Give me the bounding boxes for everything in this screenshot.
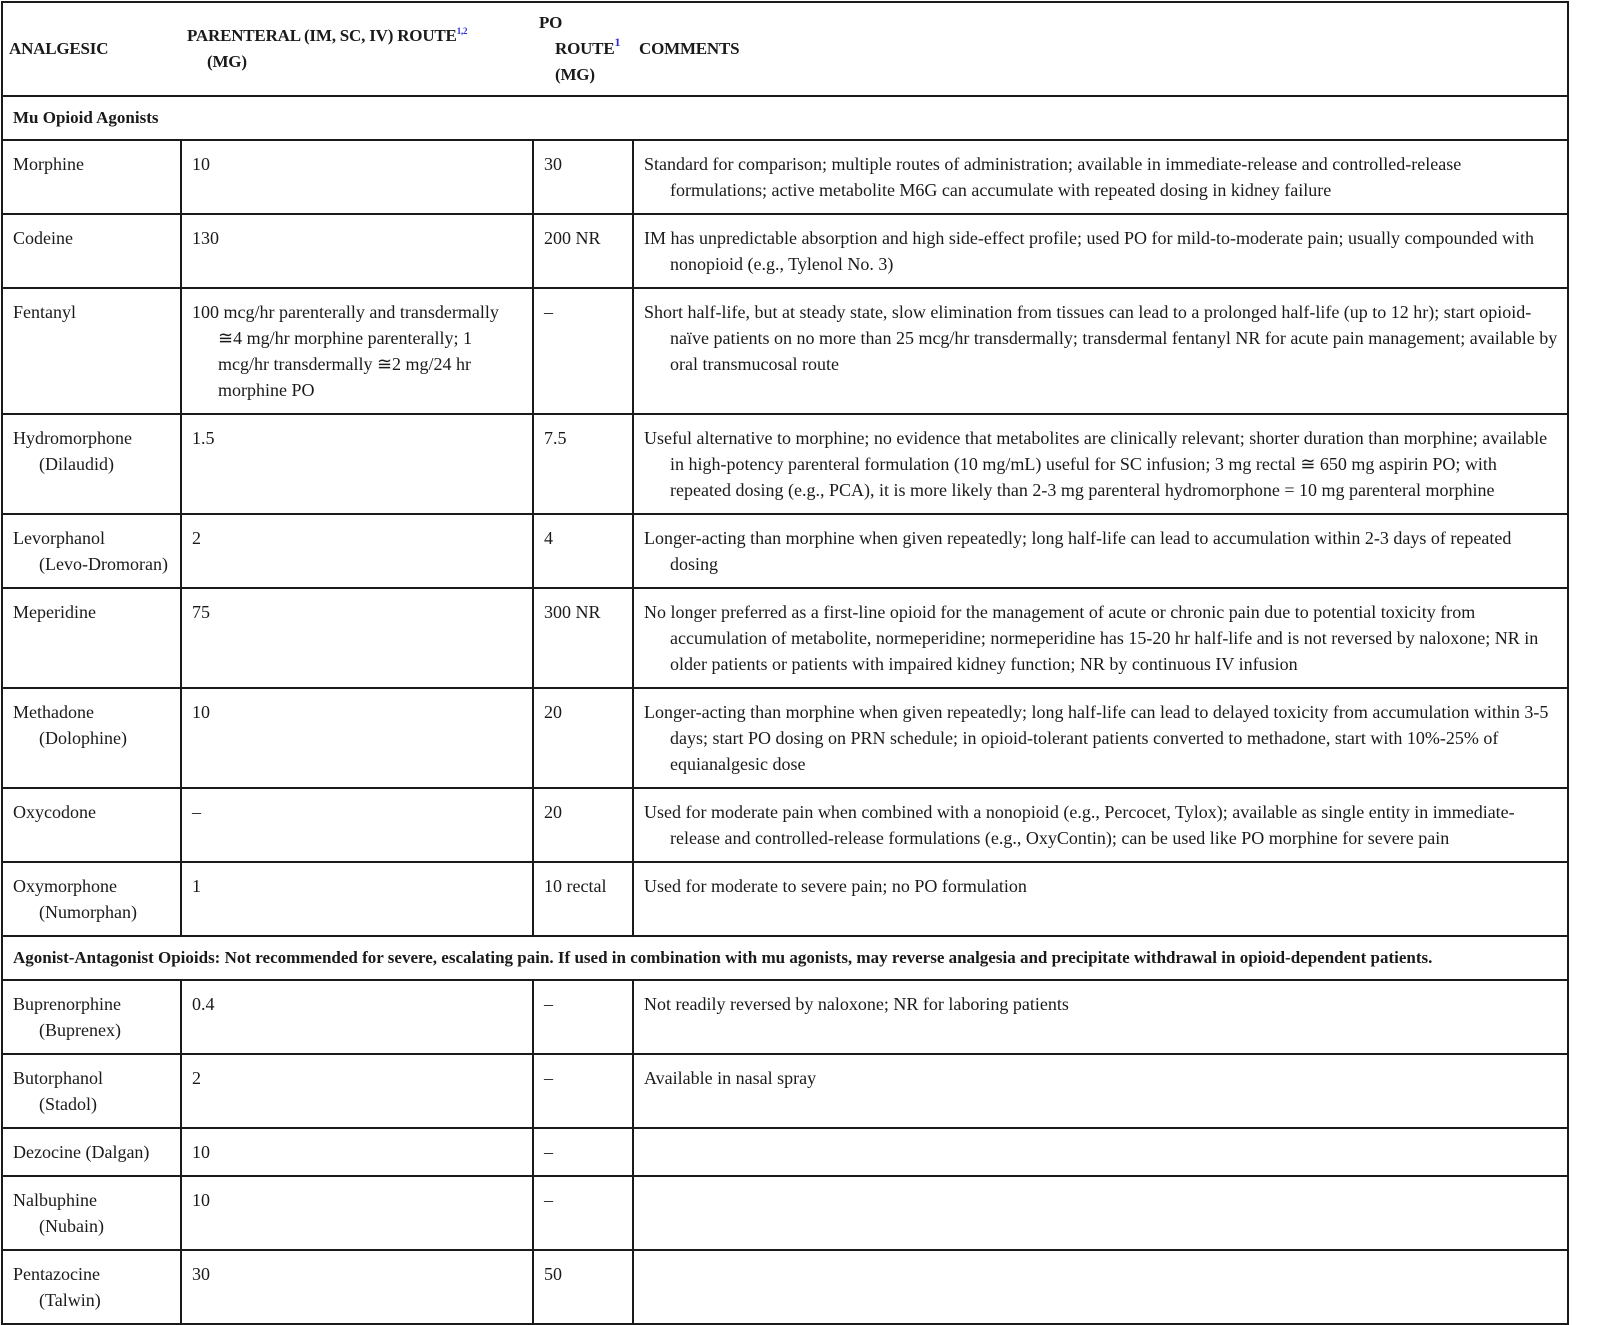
header-analgesic (2, 2, 181, 96)
po-dose-cell (533, 1128, 633, 1176)
analgesic-brand: (Numorphan) (39, 902, 137, 922)
parenteral-dose: 10 (192, 1142, 210, 1162)
analgesic-cell (2, 588, 181, 688)
po-dose: 20 (544, 802, 562, 822)
analgesic-name: Hydromorphone (13, 428, 132, 448)
comments-text: Short half-life, but at steady state, slow elimination from tissues can lead to a prolonged half-life (up to 12 hr); start opioid-naïve patients on no more than 25 mcg/hr transdermally; transdermal fentanyl NR for acute pain management; available by oral transmucosal route (644, 302, 1558, 374)
comments-cell (633, 140, 1568, 214)
analgesic-name: Oxycodone (13, 802, 96, 822)
analgesic-name: Butorphanol (13, 1068, 103, 1088)
parenteral-dose-cell (181, 588, 533, 688)
header-comments (633, 2, 1568, 96)
po-dose-cell (533, 588, 633, 688)
table-row (2, 1176, 1568, 1250)
table-row (2, 588, 1568, 688)
po-dose-cell (533, 514, 633, 588)
comments-text: Longer-acting than morphine when given repeatedly; long half-life can lead to delayed toxicity from accumulation within 3-5 days; start PO dosing on PRN schedule; in opioid-tolerant patients converted to methadone, start with 10%-25% of equianalgesic dose (644, 702, 1549, 774)
parenteral-dose: 0.4 (192, 994, 215, 1014)
parenteral-dose: 75 (192, 602, 210, 622)
po-dose: 20 (544, 702, 562, 722)
analgesic-cell (2, 1176, 181, 1250)
comments-text: Available in nasal spray (644, 1068, 817, 1088)
analgesic-cell (2, 140, 181, 214)
po-dose-cell (533, 1176, 633, 1250)
parenteral-dose-cell (181, 140, 533, 214)
analgesic-brand: (Stadol) (39, 1094, 97, 1114)
parenteral-dose-cell (181, 788, 533, 862)
po-dose: – (544, 302, 553, 322)
analgesic-name: Levorphanol (13, 528, 105, 548)
table-row (2, 862, 1568, 936)
analgesic-brand: (Buprenex) (39, 1020, 121, 1040)
header-parenteral-unit: (MG) (207, 52, 247, 71)
comments-cell (633, 1128, 1568, 1176)
analgesic-cell (2, 1054, 181, 1128)
comments-text: Used for moderate to severe pain; no PO formulation (644, 876, 1027, 896)
table-body (2, 96, 1568, 1324)
header-parenteral-route (181, 2, 533, 96)
table-row (2, 414, 1568, 514)
table-row (2, 514, 1568, 588)
table-row (2, 1054, 1568, 1128)
parenteral-dose: 2 (192, 1068, 201, 1088)
section-title-cell (2, 936, 1568, 980)
table-row (2, 140, 1568, 214)
comments-cell (633, 514, 1568, 588)
footnote-ref-1-2[interactable]: 1,2 (456, 26, 468, 36)
header-po-route-label: ROUTE (555, 39, 615, 58)
section-header-row (2, 936, 1568, 980)
parenteral-dose-cell (181, 1250, 533, 1324)
po-dose-cell (533, 788, 633, 862)
po-dose: – (544, 994, 553, 1014)
po-dose: 7.5 (544, 428, 567, 448)
analgesic-cell (2, 980, 181, 1054)
parenteral-dose-cell (181, 214, 533, 288)
comments-text: Longer-acting than morphine when given repeatedly; long half-life can lead to accumulation within 2-3 days of repeated dosing (644, 528, 1512, 574)
comments-text: No longer preferred as a first-line opioid for the management of acute or chronic pain due to potential toxicity from accumulation of metabolite, normeperidine; normeperidine has 15-20 hr half-life and is not reversed by naloxone; NR in older patients or patients with impaired kidney function; NR by continuous IV infusion (644, 602, 1539, 674)
comments-text: IM has unpredictable absorption and high side-effect profile; used PO for mild-to-moderate pain; usually compounded with nonopioid (e.g., Tylenol No. 3) (644, 228, 1534, 274)
parenteral-dose: 1 (192, 876, 201, 896)
parenteral-dose-cell (181, 688, 533, 788)
po-dose-cell (533, 140, 633, 214)
po-dose: 4 (544, 528, 553, 548)
footnote-ref-1[interactable]: 1 (614, 35, 621, 49)
comments-text: Standard for comparison; multiple routes of administration; available in immediate-release and controlled-release formulations; active metabolite M6G can accumulate with repeated dosing in kidney failure (644, 154, 1462, 200)
po-dose-cell (533, 862, 633, 936)
po-dose-cell (533, 1250, 633, 1324)
table-row (2, 214, 1568, 288)
po-dose: 50 (544, 1264, 562, 1284)
analgesic-cell (2, 862, 181, 936)
analgesic-name: Buprenorphine (13, 994, 121, 1014)
section-header-row (2, 96, 1568, 140)
analgesic-cell (2, 414, 181, 514)
comments-text: Useful alternative to morphine; no evidence that metabolites are clinically relevant; shorter duration than morphine; available in high-potency parenteral formulation (10 mg/mL) useful for SC infusion; 3 mg rectal ≅ 650 mg aspirin PO; with repeated dosing (e.g., PCA), it is more likely than 2-3 mg parenteral hydromorphone = 10 mg parenteral morphine (644, 428, 1548, 500)
comments-cell (633, 1176, 1568, 1250)
parenteral-dose: 10 (192, 702, 210, 722)
po-dose-cell (533, 688, 633, 788)
po-dose-cell (533, 1054, 633, 1128)
analgesic-name: Codeine (13, 228, 73, 248)
parenteral-dose-cell (181, 980, 533, 1054)
table-row (2, 1128, 1568, 1176)
table-row (2, 980, 1568, 1054)
analgesic-name: Pentazocine (13, 1264, 100, 1284)
po-dose: – (544, 1142, 553, 1162)
parenteral-dose-cell (181, 288, 533, 414)
section-title: Mu Opioid Agonists (13, 108, 159, 127)
analgesic-cell (2, 288, 181, 414)
analgesic-cell (2, 1128, 181, 1176)
analgesic-brand: (Levo-Dromoran) (39, 554, 168, 574)
comments-cell (633, 862, 1568, 936)
analgesic-cell (2, 788, 181, 862)
po-dose-cell (533, 414, 633, 514)
parenteral-dose-cell (181, 1054, 533, 1128)
analgesic-name: Fentanyl (13, 302, 76, 322)
comments-cell (633, 1250, 1568, 1324)
analgesic-name: Nalbuphine (13, 1190, 97, 1210)
comments-cell (633, 1054, 1568, 1128)
header-comments-label: COMMENTS (639, 39, 740, 58)
section-title: Agonist-Antagonist Opioids: Not recommended for severe, escalating pain. If used in combination with mu agonists, may reverse analgesia and precipitate withdrawal in opioid-dependent patients. (13, 948, 1433, 967)
analgesic-cell (2, 214, 181, 288)
po-dose: 30 (544, 154, 562, 174)
analgesic-name: Oxymorphone (13, 876, 117, 896)
table-header-row (2, 2, 1568, 96)
analgesic-brand: (Dilaudid) (39, 454, 114, 474)
header-po-route (533, 2, 633, 96)
po-dose: 10 rectal (544, 876, 607, 896)
po-dose-cell (533, 214, 633, 288)
analgesic-brand: (Nubain) (39, 1216, 104, 1236)
analgesic-cell (2, 514, 181, 588)
table-row (2, 788, 1568, 862)
table-row (2, 288, 1568, 414)
comments-text: Used for moderate pain when combined with a nonopioid (e.g., Percocet, Tylox); available as single entity in immediate-release and controlled-release formulations (e.g., OxyContin); can be used like PO morphine for severe pain (644, 802, 1515, 848)
parenteral-dose-cell (181, 514, 533, 588)
header-analgesic-label: ANALGESIC (9, 39, 109, 58)
parenteral-dose: 30 (192, 1264, 210, 1284)
parenteral-dose: 130 (192, 228, 219, 248)
analgesic-brand: (Talwin) (39, 1290, 101, 1310)
parenteral-dose: 100 mcg/hr parenterally and transdermally ≅4 mg/hr morphine parenterally; 1 mcg/hr transdermally ≅2 mg/24 hr morphine PO (192, 302, 499, 400)
comments-cell (633, 288, 1568, 414)
table-row (2, 688, 1568, 788)
analgesic-name: Dezocine (Dalgan) (13, 1142, 150, 1162)
parenteral-dose-cell (181, 862, 533, 936)
po-dose-cell (533, 980, 633, 1054)
equianalgesic-table (1, 1, 1569, 1325)
comments-text: Not readily reversed by naloxone; NR for laboring patients (644, 994, 1069, 1014)
parenteral-dose: – (192, 802, 201, 822)
analgesic-name: Meperidine (13, 602, 96, 622)
comments-cell (633, 980, 1568, 1054)
comments-cell (633, 788, 1568, 862)
analgesic-cell (2, 688, 181, 788)
parenteral-dose: 10 (192, 154, 210, 174)
po-dose: – (544, 1190, 553, 1210)
analgesic-name: Morphine (13, 154, 84, 174)
po-dose: 200 NR (544, 228, 601, 248)
header-po-label: PO (539, 13, 563, 32)
parenteral-dose-cell (181, 1128, 533, 1176)
po-dose: 300 NR (544, 602, 601, 622)
analgesic-name: Methadone (13, 702, 94, 722)
analgesic-cell (2, 1250, 181, 1324)
section-title-cell (2, 96, 1568, 140)
header-parenteral-label: PARENTERAL (IM, SC, IV) ROUTE (187, 26, 457, 45)
comments-cell (633, 588, 1568, 688)
parenteral-dose-cell (181, 414, 533, 514)
comments-cell (633, 688, 1568, 788)
comments-cell (633, 214, 1568, 288)
po-dose: – (544, 1068, 553, 1088)
table-row (2, 1250, 1568, 1324)
header-po-unit: (MG) (555, 65, 595, 84)
analgesic-brand: (Dolophine) (39, 728, 127, 748)
parenteral-dose: 1.5 (192, 428, 215, 448)
parenteral-dose: 10 (192, 1190, 210, 1210)
parenteral-dose: 2 (192, 528, 201, 548)
comments-cell (633, 414, 1568, 514)
po-dose-cell (533, 288, 633, 414)
parenteral-dose-cell (181, 1176, 533, 1250)
